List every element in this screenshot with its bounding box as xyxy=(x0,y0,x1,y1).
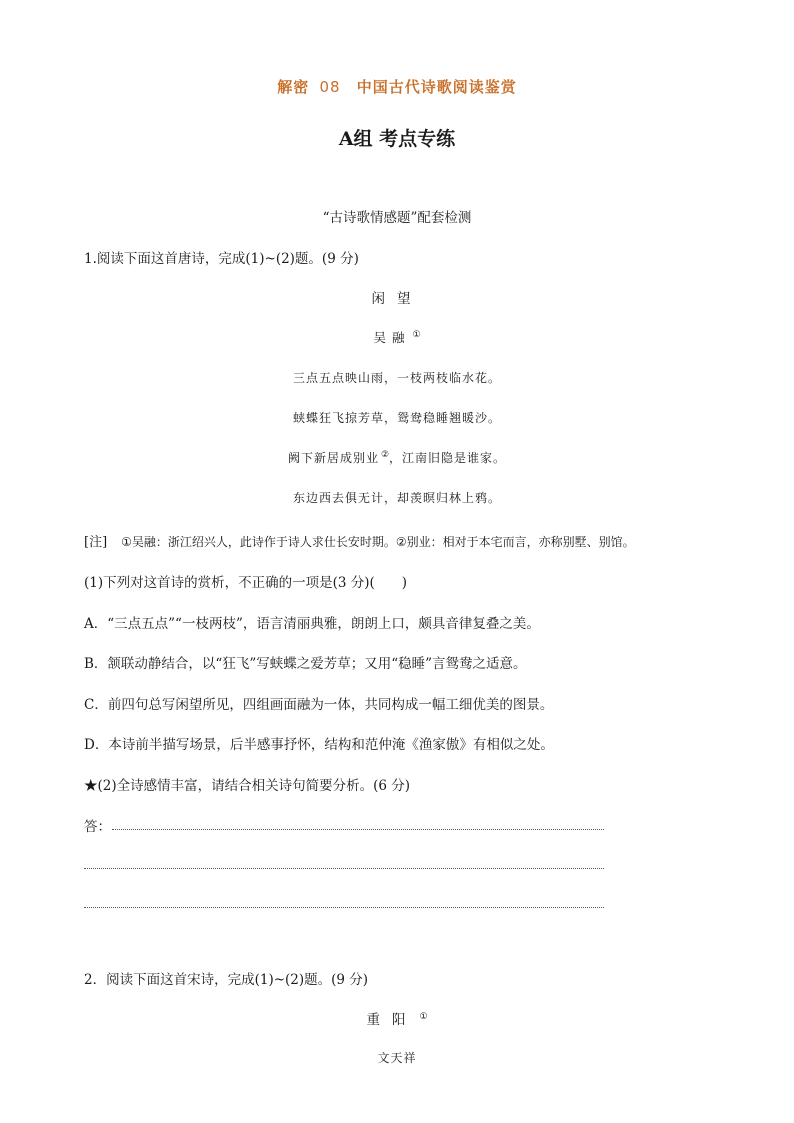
q1-poem-line-4: 东边西去俱无计，却羡暝归林上鸦。 xyxy=(292,491,501,505)
q1-line3-footnote-mark: ② xyxy=(380,450,390,460)
q1-poem-line-2: 蛱蝶狂飞掠芳草，鸳鸯稳睡翘暖沙。 xyxy=(292,411,501,425)
q2-author: 文天祥 xyxy=(377,1051,417,1065)
q1-sub2: ★(2)全诗感情丰富，请结合相关诗句简要分析。(6 分) xyxy=(84,778,411,794)
q1-author-name: 吴融 xyxy=(373,330,411,345)
header-prefix: 解密 xyxy=(277,78,310,96)
group-title: A组 考点专练 xyxy=(338,128,456,150)
q1-footnote xyxy=(84,531,635,550)
q2-title-footnote-mark: ① xyxy=(419,1011,428,1022)
q2-poem-title-text: 重阳 xyxy=(366,1012,418,1028)
q1-poem-title: 闲望 xyxy=(371,291,423,307)
q2-prompt: 2．阅读下面这首宋诗，完成(1)~(2)题。(9 分) xyxy=(84,972,369,988)
note-tag: [注] xyxy=(84,535,108,550)
q1-author xyxy=(0,328,794,346)
q1-option-a: A．“三点五点”“一枝两枝”，语言清丽典雅，朗朗上口，颇具音律复叠之美。 xyxy=(84,616,540,632)
answer-label: 答： xyxy=(84,819,111,835)
subsection-title: “古诗歌情感题”配套检测 xyxy=(322,210,472,226)
q1-poem-line-3 xyxy=(0,449,794,466)
q1-author-footnote-mark: ① xyxy=(412,329,421,340)
header-title: 中国古代诗歌阅读鉴赏 xyxy=(356,78,517,96)
section-header xyxy=(0,76,794,97)
q1-option-c: C．前四句总写闲望所见，四组画面融为一体，共同构成一幅工细优美的图景。 xyxy=(84,697,554,713)
q2-poem-title xyxy=(0,1008,794,1028)
q1-sub1: (1)下列对这首诗的赏析，不正确的一项是(3 分)( ) xyxy=(84,575,408,591)
q1-option-b: B．颔联动静结合，以“狂飞”写蛱蝶之爱芳草；又用“稳睡”言鸳鸯之适意。 xyxy=(84,656,527,672)
q1-poem-line-3-head: 阙下新居成别业 xyxy=(287,451,379,465)
note-text: ①吴融：浙江绍兴人，此诗作于诗人求仕长安时期。②别业：相对于本宅而言，亦称别墅、别馆。 xyxy=(121,535,635,549)
header-number: 08 xyxy=(319,78,341,96)
answer-line-2[interactable] xyxy=(84,868,604,869)
q1-option-d: D．本诗前半描写场景，后半感事抒怀，结构和范仲淹《渔家傲》有相似之处。 xyxy=(84,737,554,753)
answer-line-3[interactable] xyxy=(84,907,604,908)
q1-poem-line-1: 三点五点映山雨，一枝两枝临水花。 xyxy=(292,371,501,385)
q1-prompt: 1.阅读下面这首唐诗，完成(1)~(2)题。(9 分) xyxy=(84,251,359,267)
answer-line-1[interactable] xyxy=(112,829,604,830)
q1-poem-line-3-tail: ，江南旧隐是谁家。 xyxy=(389,451,507,465)
